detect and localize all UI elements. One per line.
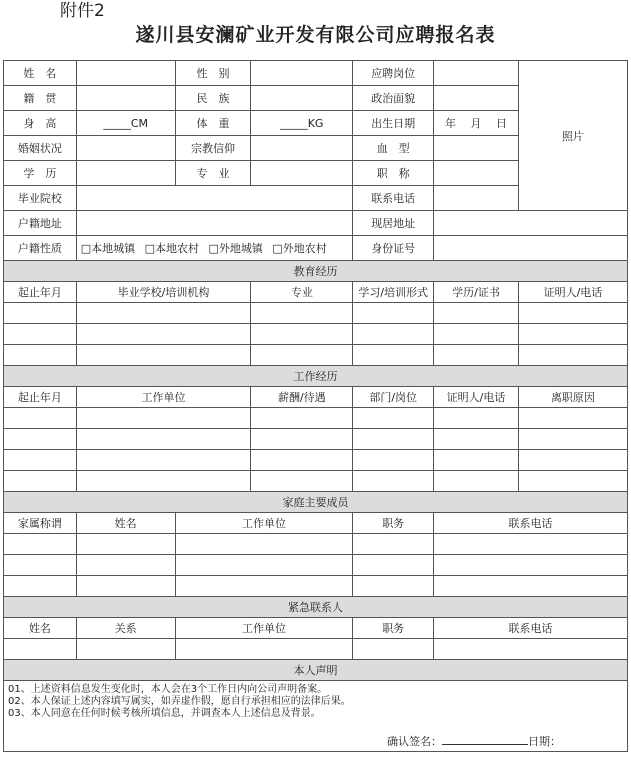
work-section-header: 工作经历 (4, 366, 628, 387)
political-status-field[interactable] (434, 86, 519, 111)
edu-cell[interactable] (76, 345, 251, 366)
emergency-col-name: 姓名 (4, 618, 77, 639)
photo-box[interactable]: 照片 (518, 61, 627, 211)
table-row (4, 450, 628, 471)
edu-col-school: 毕业学校/培训机构 (76, 282, 251, 303)
edu-cell[interactable] (434, 303, 519, 324)
edu-cell[interactable] (76, 324, 251, 345)
family-col-name: 姓名 (76, 513, 175, 534)
emergency-cell[interactable] (76, 639, 175, 660)
declaration-body (4, 681, 628, 752)
application-form-table (3, 60, 628, 752)
table-row (4, 534, 628, 555)
religion-label: 宗教信仰 (175, 136, 251, 161)
work-cell[interactable] (353, 450, 434, 471)
family-cell[interactable] (175, 534, 353, 555)
edu-cell[interactable] (518, 303, 627, 324)
emergency-col-employer: 工作单位 (175, 618, 353, 639)
table-row (4, 576, 628, 597)
position-field[interactable] (434, 61, 519, 86)
work-cell[interactable] (251, 429, 353, 450)
edu-cell[interactable] (434, 345, 519, 366)
work-cell[interactable] (353, 429, 434, 450)
family-cell[interactable] (353, 534, 434, 555)
edu-cell[interactable] (4, 303, 77, 324)
signature-line (8, 734, 623, 748)
height-field[interactable]: _____CM (76, 111, 175, 136)
emergency-section-header: 紧急联系人 (4, 597, 628, 618)
education-section-header: 教育经历 (4, 261, 628, 282)
work-cell[interactable] (4, 429, 77, 450)
work-col-leave-reason: 离职原因 (518, 387, 627, 408)
family-cell[interactable] (4, 534, 77, 555)
title-label: 职 称 (353, 161, 434, 186)
family-col-relation: 家属称谓 (4, 513, 77, 534)
emergency-cell[interactable] (434, 639, 628, 660)
hukou-option-nonlocal-rural[interactable]: □外地农村 (272, 242, 327, 255)
edu-cell[interactable] (4, 345, 77, 366)
work-col-salary: 薪酬/待遇 (251, 387, 353, 408)
marital-field[interactable] (76, 136, 175, 161)
weight-field[interactable]: _____KG (251, 111, 353, 136)
work-col-department: 部门/岗位 (353, 387, 434, 408)
form-title: 遂川县安澜矿业开发有限公司应聘报名表 (135, 24, 496, 46)
work-cell[interactable] (434, 450, 519, 471)
edu-col-period: 起止年月 (4, 282, 77, 303)
family-cell[interactable] (76, 576, 175, 597)
work-cell[interactable] (251, 408, 353, 429)
table-row (4, 471, 628, 492)
family-cell[interactable] (434, 555, 628, 576)
religion-field[interactable] (251, 136, 353, 161)
name-field[interactable] (76, 61, 175, 86)
emergency-col-job: 职务 (353, 618, 434, 639)
work-cell[interactable] (518, 429, 627, 450)
gender-field[interactable] (251, 61, 353, 86)
edu-cell[interactable] (518, 324, 627, 345)
edu-col-study-form: 学习/培训形式 (353, 282, 434, 303)
annex-label: 附件2 (60, 1, 105, 21)
school-field[interactable] (76, 186, 353, 211)
id-number-field[interactable] (434, 236, 628, 261)
blood-type-label: 血 型 (353, 136, 434, 161)
title-field[interactable] (434, 161, 519, 186)
education-label: 学 历 (4, 161, 77, 186)
family-cell[interactable] (353, 555, 434, 576)
hukou-type-label: 户籍性质 (4, 236, 77, 261)
work-cell[interactable] (518, 408, 627, 429)
id-number-label: 身份证号 (353, 236, 434, 261)
signature-field[interactable] (442, 734, 528, 745)
family-section-header: 家庭主要成员 (4, 492, 628, 513)
work-cell[interactable] (4, 471, 77, 492)
hukou-type-options (76, 236, 353, 261)
gender-label: 性 别 (175, 61, 251, 86)
table-row (4, 345, 628, 366)
edu-cell[interactable] (518, 345, 627, 366)
table-row (4, 639, 628, 660)
family-cell[interactable] (175, 555, 353, 576)
name-label: 姓 名 (4, 61, 77, 86)
work-col-reference: 证明人/电话 (434, 387, 519, 408)
work-cell[interactable] (76, 408, 251, 429)
blood-type-field[interactable] (434, 136, 519, 161)
table-row (4, 303, 628, 324)
declaration-section-header: 本人声明 (4, 660, 628, 681)
work-col-period: 起止年月 (4, 387, 77, 408)
current-address-label: 现居地址 (353, 211, 434, 236)
work-cell[interactable] (434, 429, 519, 450)
declaration-item: 03、本人同意在任何时候考核所填信息，并调查本人上述信息及背景。 (8, 708, 321, 719)
birth-date-field[interactable]: 年 月 日 (434, 111, 519, 136)
major-field[interactable] (251, 161, 353, 186)
family-cell[interactable] (175, 576, 353, 597)
emergency-col-phone: 联系电话 (434, 618, 628, 639)
current-address-field[interactable] (434, 211, 628, 236)
edu-cell[interactable] (353, 303, 434, 324)
work-cell[interactable] (4, 408, 77, 429)
major-label: 专 业 (175, 161, 251, 186)
family-col-employer: 工作单位 (175, 513, 353, 534)
edu-cell[interactable] (251, 345, 353, 366)
table-row (4, 555, 628, 576)
edu-col-major: 专业 (251, 282, 353, 303)
native-place-label: 籍 贯 (4, 86, 77, 111)
family-cell[interactable] (76, 534, 175, 555)
edu-col-degree: 学历/证书 (434, 282, 519, 303)
hukou-option-local-rural[interactable]: □本地农村 (144, 242, 199, 255)
emergency-cell[interactable] (4, 639, 77, 660)
date-label: 日期： (528, 735, 561, 748)
position-label: 应聘岗位 (353, 61, 434, 86)
phone-label: 联系电话 (353, 186, 434, 211)
work-cell[interactable] (353, 408, 434, 429)
marital-label: 婚姻状况 (4, 136, 77, 161)
table-row (4, 408, 628, 429)
hukou-address-field[interactable] (76, 211, 353, 236)
work-cell[interactable] (518, 450, 627, 471)
work-col-employer: 工作单位 (76, 387, 251, 408)
work-cell[interactable] (251, 471, 353, 492)
family-col-job: 职务 (353, 513, 434, 534)
edu-cell[interactable] (251, 324, 353, 345)
family-col-phone: 联系电话 (434, 513, 628, 534)
work-cell[interactable] (76, 429, 251, 450)
work-cell[interactable] (518, 471, 627, 492)
emergency-cell[interactable] (353, 639, 434, 660)
phone-field[interactable] (434, 186, 519, 211)
edu-col-reference: 证明人/电话 (518, 282, 627, 303)
work-cell[interactable] (76, 450, 251, 471)
work-cell[interactable] (4, 450, 77, 471)
family-cell[interactable] (4, 576, 77, 597)
family-cell[interactable] (76, 555, 175, 576)
family-cell[interactable] (434, 534, 628, 555)
work-cell[interactable] (434, 471, 519, 492)
edu-cell[interactable] (353, 345, 434, 366)
edu-cell[interactable] (251, 303, 353, 324)
birth-date-label: 出生日期 (353, 111, 434, 136)
hukou-option-local-urban[interactable]: □本地城镇 (80, 242, 136, 255)
height-label: 身 高 (4, 111, 77, 136)
family-cell[interactable] (4, 555, 77, 576)
ethnicity-field[interactable] (251, 86, 353, 111)
edu-cell[interactable] (434, 324, 519, 345)
education-field[interactable] (76, 161, 175, 186)
edu-cell[interactable] (76, 303, 251, 324)
ethnicity-label: 民 族 (175, 86, 251, 111)
family-cell[interactable] (434, 576, 628, 597)
sign-label: 确认签名： (387, 735, 442, 748)
work-cell[interactable] (76, 471, 251, 492)
school-label: 毕业院校 (4, 186, 77, 211)
weight-label: 体 重 (175, 111, 251, 136)
emergency-cell[interactable] (175, 639, 353, 660)
work-cell[interactable] (434, 408, 519, 429)
declaration-item: 02、本人保证上述内容填写属实，如弄虚作假，愿自行承担相应的法律后果。 (8, 696, 351, 707)
hukou-address-label: 户籍地址 (4, 211, 77, 236)
edu-cell[interactable] (353, 324, 434, 345)
work-cell[interactable] (353, 471, 434, 492)
edu-cell[interactable] (4, 324, 77, 345)
emergency-col-relation: 关系 (76, 618, 175, 639)
work-cell[interactable] (251, 450, 353, 471)
family-cell[interactable] (353, 576, 434, 597)
political-status-label: 政治面貌 (353, 86, 434, 111)
native-place-field[interactable] (76, 86, 175, 111)
table-row (4, 324, 628, 345)
declaration-item: 01、上述资料信息发生变化时，本人会在3个工作日内向公司声明备案。 (8, 684, 328, 695)
table-row (4, 429, 628, 450)
hukou-option-nonlocal-urban[interactable]: □外地城镇 (208, 242, 263, 255)
